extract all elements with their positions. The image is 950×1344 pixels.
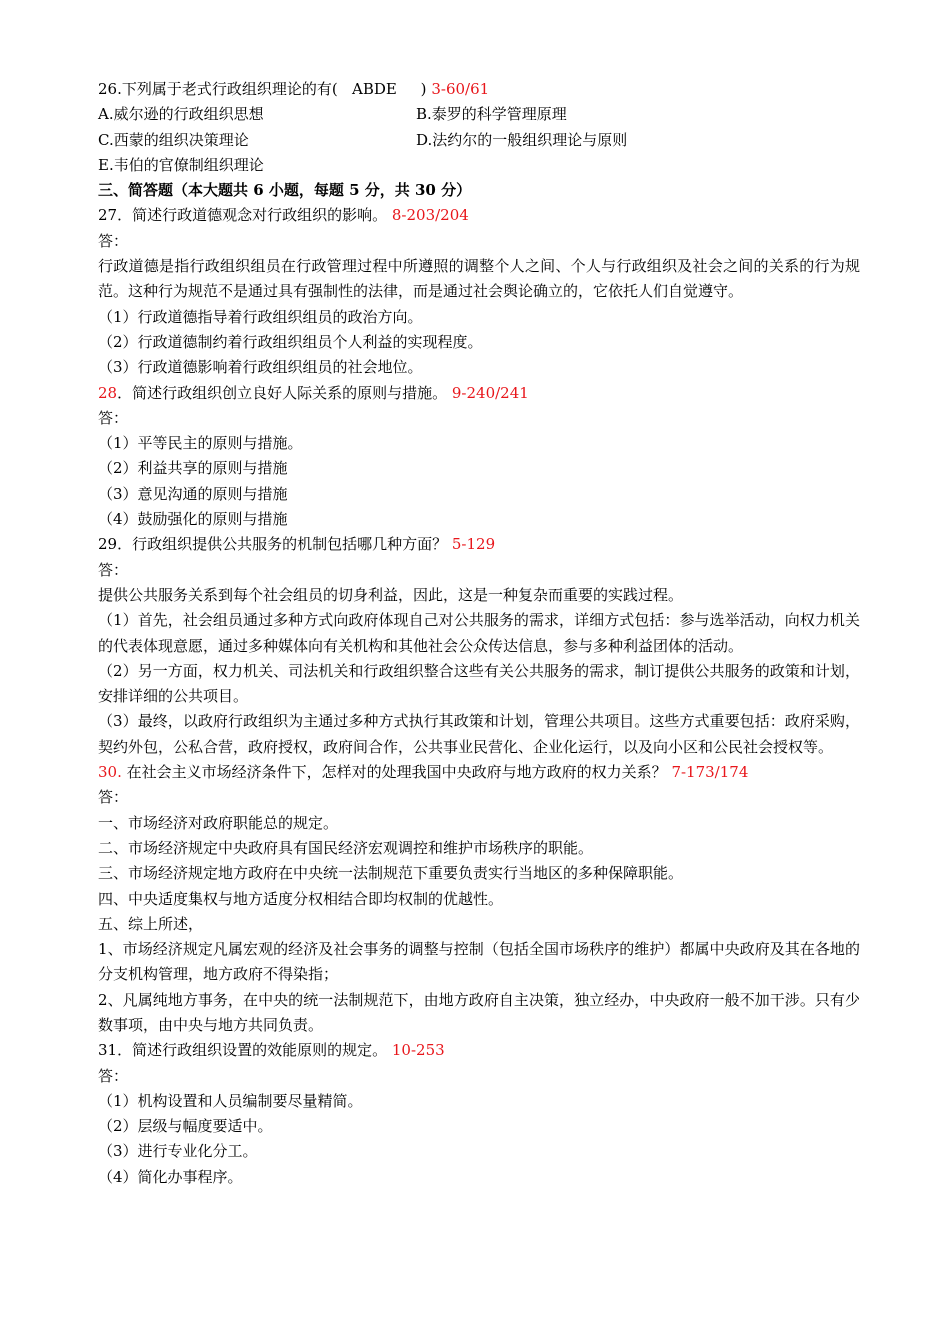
q28-question: 28．简述行政组织创立良好人际关系的原则与措施。 9-240/241 (98, 383, 529, 402)
q30-number: 30. (98, 763, 122, 782)
q31-reference: 10-253 (391, 1041, 445, 1060)
q27-point-2: （2）行政道德制约着行政组织组员个人利益的实现程度。 (98, 332, 483, 351)
section-heading-short-answer: 三、简答题（本大题共 6 小题，每题 5 分，共 30 分） (98, 181, 472, 200)
q30-point-4: 四、中央适度集权与地方适度分权相结合即均权制的优越性。 (98, 889, 504, 908)
q26-question: 26.下列属于老式行政组织理论的有( ABDE ) 3-60/61 (98, 80, 490, 98)
q28-reference: 9-240/241 (451, 383, 529, 402)
q27-point-3: （3）行政道德影响着行政组织组员的社会地位。 (98, 358, 423, 377)
q26-option-d: D.法约尔的一般组织理论与原则 (416, 130, 628, 149)
q26-reference: 3-60/61 (431, 80, 490, 98)
q26-options-row-1 (98, 102, 860, 127)
q30-point-3: 三、市场经济规定地方政府在中央统一法制规范下重要负责实行当地区的多种保障职能。 (98, 864, 684, 883)
q30-point-5: 五、综上所述， (98, 914, 204, 933)
q31-answer-label: 答： (98, 1066, 129, 1085)
q27-reference: 8-203/204 (391, 206, 469, 225)
q26-option-e: E.韦伯的官僚制组织理论 (98, 155, 264, 174)
q28-point-3: （3）意见沟通的原则与措施 (98, 484, 288, 503)
q31-point-2: （2）层级与幅度要适中。 (98, 1117, 273, 1136)
q28-answer-label: 答： (98, 408, 129, 427)
q29-intro: 提供公共服务关系到每个社会组员的切身利益，因此，这是一种复杂而重要的实践过程。 (98, 585, 684, 604)
q29-point-2: （2）另一方面，权力机关、司法机关和行政组织整合这些有关公共服务的需求，制订提供公共服务的政策和计划，安排详细的公共项目。 (98, 661, 860, 706)
q31-point-4: （4）简化办事程序。 (98, 1167, 243, 1186)
q29-question: 29．行政组织提供公共服务的机制包括哪几种方面？ 5-129 (98, 535, 496, 554)
q27-point-1: （1）行政道德指导着行政组织组员的政治方向。 (98, 307, 423, 326)
q30-point-6: 1、市场经济规定凡属宏观的经济及社会事务的调整与控制（包括全国市场秩序的维护）都属中央政府及其在各地的分支机构管理，地方政府不得染指； (98, 940, 860, 984)
q30-answer-label: 答： (98, 788, 129, 807)
q30-point-7: 2、凡属纯地方事务，在中央的统一法制规范下，由地方政府自主决策，独立经办，中央政府一般不加干涉。只有少数事项，由中央与地方共同负责。 (98, 990, 860, 1034)
q26-option-c: C.西蒙的组织决策理论 (98, 130, 249, 149)
q29-reference: 5-129 (451, 535, 496, 554)
q26-option-a: A.威尔逊的行政组织思想 (98, 105, 264, 124)
q30-point-2: 二、市场经济规定中央政府具有国民经济宏观调控和维护市场秩序的职能。 (98, 838, 594, 857)
q29-point-1: （1）首先，社会组员通过多种方式向政府体现自己对公共服务的需求，详细方式包括：参与选举活动，向权力机关的代表体现意愿，通过多种媒体向有关机构和其他社会公众传达信息，参与多种利益团体的活动。 (98, 611, 860, 655)
q28-point-1: （1）平等民主的原则与措施。 (98, 434, 303, 453)
q30-point-1: 一、市场经济对政府职能总的规定。 (98, 813, 339, 832)
q26-option-b: B.泰罗的科学管理原理 (416, 105, 567, 124)
q28-point-2: （2）利益共享的原则与措施 (98, 459, 288, 478)
q31-question: 31．简述行政组织设置的效能原则的规定。 10-253 (98, 1041, 445, 1060)
q27-question: 27．简述行政道德观念对行政组织的影响。 8-203/204 (98, 206, 469, 225)
q29-point-3: （3）最终，以政府行政组织为主通过多种方式执行其政策和计划，管理公共项目。这些方式重要包括：政府采购，契约外包，公私合营，政府授权，政府间合作，公共事业民营化、企业化运行，以及向小区和公民社会授权等。 (98, 712, 860, 756)
q31-point-3: （3）进行专业化分工。 (98, 1142, 258, 1161)
q31-point-1: （1）机构设置和人员编制要尽量精简。 (98, 1091, 363, 1110)
q27-answer-label: 答： (98, 231, 129, 250)
q28-point-4: （4）鼓励强化的原则与措施 (98, 510, 288, 529)
q27-intro: 行政道德是指行政组织组员在行政管理过程中所遵照的调整个人之间、个人与行政组织及社会之间的关系的行为规范。这种行为规范不是通过具有强制性的法律，而是通过社会舆论确立的，它依托人们自觉遵守。 (98, 257, 860, 301)
q28-number: 28 (98, 383, 118, 402)
q30-reference: 7-173/174 (671, 763, 749, 782)
q26-options-row-2 (98, 128, 860, 153)
q30-question: 30. 在社会主义市场经济条件下，怎样对的处理我国中央政府与地方政府的权力关系？ 7-173/174 (98, 763, 749, 782)
q29-answer-label: 答： (98, 560, 129, 579)
